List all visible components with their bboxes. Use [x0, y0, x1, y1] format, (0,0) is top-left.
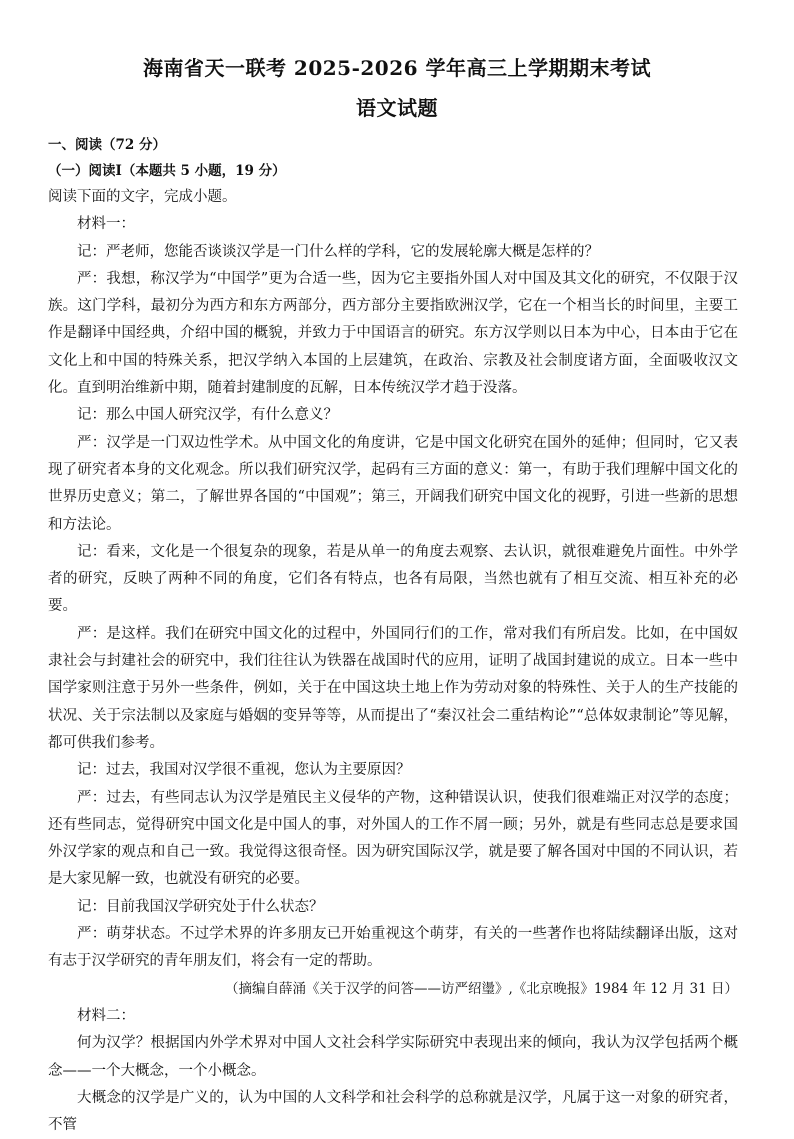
material-label: 材料二： — [77, 1007, 135, 1024]
exam-subtitle: 语文试题 — [356, 96, 438, 120]
subsection-heading: （一）阅读Ⅰ（本题共 5 小题，19 分） — [48, 163, 286, 179]
paragraph: 记：严老师，您能否谈谈汉学是一门什么样的学科，它的发展轮廓大概是怎样的？ — [77, 243, 599, 260]
instruction-text: 阅读下面的文字，完成小题。 — [48, 189, 237, 205]
source-citation: （摘编自薛涌《关于汉学的问答——访严绍璗》,《北京晚报》1984 年 12 月 31 日） — [225, 980, 738, 997]
paragraph: 记：看来，文化是一个很复杂的现象，若是从单一的角度去观察、去认识，就很难避免片面性。中外学者的研究，反映了两种不同的角度，它们各有特点，也各有局限，当然也就有了相互交流、相互补充的必要。 — [48, 543, 738, 615]
exam-title: 海南省天一联考 2025-2026 学年高三上学期期末考试 — [142, 56, 652, 80]
paragraph: 记：那么中国人研究汉学，有什么意义？ — [77, 407, 338, 424]
section-heading: 一、阅读（72 分） — [48, 137, 166, 153]
paragraph: 严：是这样。我们在研究中国文化的过程中，外国同行们的工作，常对我们有所启发。比如，在中国奴隶社会与封建社会的研究中，我们往往认为铁器在战国时代的应用，证明了战国封建说的成立。日本一些中国学家则注意于另外一些条件，例如，关于在中国这块土地上作为劳动对象的特殊性、关于人的生产技能的状况、关于宗法制以及家庭与婚姻的变异等等，从而提出了“秦汉社会二重结构论”“总体奴隶制论”等见解，都可供我们参考。 — [48, 625, 738, 751]
paragraph: 严：萌芽状态。不过学术界的许多朋友已开始重视这个萌芽，有关的一些著作也将陆续翻译出版，这对有志于汉学研究的青年朋友们，将会有一定的帮助。 — [48, 926, 738, 970]
paragraph: 严：我想，称汉学为“中国学”更为合适一些，因为它主要指外国人对中国及其文化的研究，不仅限于汉族。这门学科，最初分为西方和东方两部分，西方部分主要指欧洲汉学，它在一个相当长的时间里，主要工作是翻译中国经典，介绍中国的概貌，并致力于中国语言的研究。东方汉学则以日本为中心，日本由于它在文化上和中国的特殊关系，把汉学纳入本国的上层建筑，在政治、宗教及社会制度诸方面，全面吸收汉文化。直到明治维新中期，随着封建制度的瓦解，日本传统汉学才趋于没落。 — [48, 270, 738, 397]
reading-passage — [48, 184, 738, 1139]
paragraph: 严：过去，有些同志认为汉学是殖民主义侵华的产物，这种错误认识，使我们很难端正对汉学的态度；还有些同志，觉得研究中国文化是中国人的事，对外国人的工作不屑一顾；另外，就是有些同志总是要求国外汉学家的观点和自己一致。我觉得这很奇怪。因为研究国际汉学，就是要了解各国对中国的不同认识，若是大家见解一致，也就没有研究的必要。 — [48, 789, 738, 888]
paragraph: 何为汉学？根据国内外学术界对中国人文社会科学实际研究中表现出来的倾向，我认为汉学包括两个概念——一个大概念，一个小概念。 — [48, 1035, 738, 1079]
paragraph: 严：汉学是一门双边性学术。从中国文化的角度讲，它是中国文化研究在国外的延伸；但同时，它又表现了研究者本身的文化观念。所以我们研究汉学，起码有三方面的意义：第一，有助于我们理解中国文化的世界历史意义；第二，了解世界各国的“中国观”；第三，开阔我们研究中国文化的视野，引进一些新的思想和方法论。 — [48, 434, 738, 533]
material-label: 材料一： — [77, 216, 135, 233]
paragraph: 记：目前我国汉学研究处于什么状态？ — [77, 898, 324, 915]
paragraph: 记：过去，我国对汉学很不重视，您认为主要原因？ — [77, 762, 411, 779]
paragraph: 大概念的汉学是广义的，认为中国的人文科学和社会科学的总称就是汉学，凡属于这一对象的研究者，不管 — [48, 1089, 738, 1134]
